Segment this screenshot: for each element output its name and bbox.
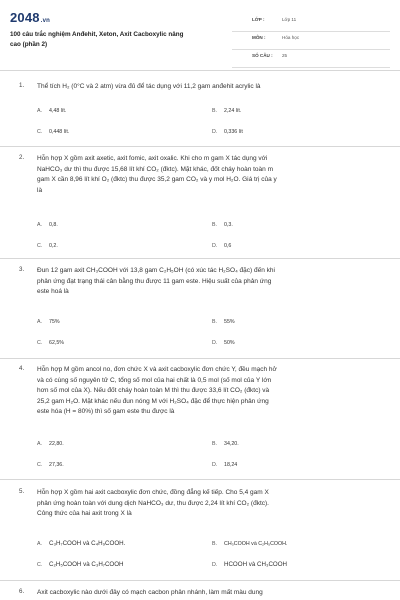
question-5 [0,488,400,576]
question-2 [0,154,400,254]
meta-count-value: 25 [282,53,288,58]
option-a[interactable]: A. 22,80. [37,441,64,447]
meta-grade-value: Lớp 11 [282,17,297,22]
question-number: 4. [19,365,25,372]
question-6 [0,588,400,600]
option-b[interactable]: B. 2,24 lít. [212,108,242,114]
question-line: Đun 12 gam axit CH₃COOH với 13,8 gam C₂H₅OH (có xúc tác H₂SO₄ đặc) đến khi [37,267,275,274]
question-4 [0,365,400,475]
question-divider [0,258,400,259]
logo-suffix: .vn [40,18,51,24]
question-text [37,365,367,418]
question-line: Công thức của hai axit trong X là [37,510,132,518]
title-line-1: 100 câu trắc nghiệm Anđehit, Xeton, Axit Cacboxylic nâng [10,31,184,38]
question-line: Thể tích H₂ (0°C và 2 atm) vừa đủ để tác dụng với 11,2 gam anđehit acrylic là [37,83,261,90]
document-meta [232,14,390,68]
question-number: 5. [19,488,25,495]
question-text [37,154,367,196]
question-divider [0,479,400,480]
meta-count-label: SỐ CÂU : [252,53,273,58]
option-c[interactable]: C. 27,36. [37,462,64,468]
question-3 [0,266,400,354]
question-text [37,82,367,93]
option-a[interactable]: A. 75% [37,319,60,325]
question-text [37,266,367,298]
logo-text: 2048 [10,10,40,25]
option-c[interactable]: C. C₂H₅COOH và C₃H₇COOH [37,561,124,568]
option-b[interactable]: B. 0,3. [212,222,233,228]
meta-grade-row [232,14,390,32]
question-number: 2. [19,154,25,161]
question-line: Hỗn hợp X gồm hai axit cacboxylic đơn chức, đồng đẳng kế tiếp. Cho 5,4 gam X [37,489,269,496]
question-number: 3. [19,266,25,273]
question-line: phản ứng đạt trạng thái cân bằng thu được 11 gam este. Hiệu suất của phản ứng [37,277,272,285]
question-line: phản ứng hoàn toàn với dung dịch NaHCO₃ dư, thu được 2,24 lít khí CO₂ (đktc). [37,499,269,507]
question-line: và có cùng số nguyên tử C, tổng số mol của hai chất là 0,5 mol (số mol của Y lớn [37,376,272,384]
question-line: 25,2 gam H₂O. Mặt khác nếu đun nóng M với H₂SO₄ đặc để thực hiện phản ứng [37,397,269,405]
document-header [0,0,400,70]
question-line: este hóa (H = 80%) thì số gam este thu được là [37,408,175,416]
question-number: 6. [19,588,25,595]
site-logo[interactable] [10,10,50,25]
question-line: Hỗn hợp M gồm ancol no, đơn chức X và axit cacboxylic đơn chức Y, đều mạch hở [37,366,277,373]
option-c[interactable]: C. 62,5% [37,340,65,346]
question-1 [0,82,400,144]
question-line: Hỗn hợp X gồm axit axetic, axit fomic, axit oxalic. Khi cho m gam X tác dụng với [37,155,268,162]
option-a[interactable]: A. C₃H₇COOH và C₄H₉COOH. [37,540,126,547]
meta-grade-label: LỚP : [252,17,265,22]
meta-subject-value: Hóa học [282,35,300,40]
document-title [10,30,225,50]
question-divider [0,358,400,359]
option-d[interactable]: D. HCOOH và CH₃COOH [212,561,288,568]
header-divider [0,70,400,71]
question-line: NaHCO₃ dư thì thu được 15,68 lít khí CO₂ (đktc). Mặt khác, đốt cháy hoàn toàn m [37,165,273,173]
meta-subject-label: MÔN : [252,35,266,40]
option-d[interactable]: D. 0,336 lít [212,129,243,135]
option-a[interactable]: A. 0,8. [37,222,58,228]
option-c[interactable]: C. 0,2. [37,243,58,249]
option-b[interactable]: B. 55% [212,319,235,325]
meta-count-row [232,50,390,68]
question-line: este hoá là [37,288,69,296]
question-line: là [37,186,43,194]
title-line-2: cao (phần 2) [10,41,48,48]
question-line: hơn số mol của X). Nếu đốt cháy hoàn toàn M thì thu được 33,6 lít CO₂ (đktc) và [37,387,270,395]
option-d[interactable]: D. 0,6 [212,243,232,249]
question-number: 1. [19,82,25,89]
option-d[interactable]: D. 18,24 [212,462,238,468]
question-line: Axit cacboxylic nào dưới đây có mạch cacbon phân nhánh, làm mất màu dung [37,589,263,596]
question-text [37,588,367,599]
question-line: gam X cần 8,96 lít khí O₂ (đktc) thu được 35,2 gam CO₂ và y mol H₂O. Giá trị của y [37,176,277,184]
option-c[interactable]: C. 0,448 lít. [37,129,70,135]
option-b[interactable]: B. CH₃COOH và C₂H₅COOH. [212,541,288,547]
question-divider [0,146,400,147]
question-text [37,488,367,520]
option-d[interactable]: D. 50% [212,340,235,346]
question-divider [0,580,400,581]
option-b[interactable]: B. 34,20. [212,441,239,447]
option-a[interactable]: A. 4,48 lít. [37,108,67,114]
meta-subject-row [232,32,390,50]
